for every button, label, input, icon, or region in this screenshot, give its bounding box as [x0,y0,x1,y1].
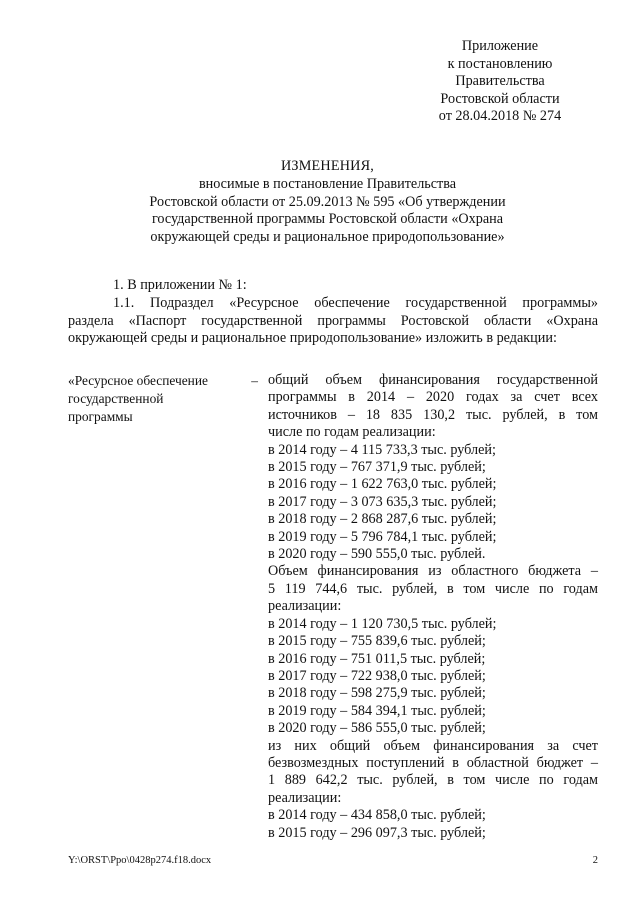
resource-value-line: в 2018 году – 598 275,9 тыс. рублей; [268,685,486,702]
appendix-line: Правительства [455,73,545,90]
appendix-line: к постановлению [447,55,553,72]
resource-value-line: в 2020 году – 586 555,0 тыс. рублей; [268,720,486,737]
resource-value-line: в 2015 году – 767 371,9 тыс. рублей; [268,459,486,476]
page-footer [68,855,598,866]
resource-value-line: в 2015 году – 755 839,6 тыс. рублей; [268,633,486,650]
resource-value-line: в 2014 году – 4 115 733,3 тыс. рублей; [268,441,496,458]
item-1-1-line: 1.1. Подраздел «Ресурсное обеспечение государственной программы» [113,294,598,311]
resource-label-line: программы [68,408,133,424]
appendix-line: Приложение [461,38,539,54]
appendix-line: Ростовской области [440,90,560,107]
appendix-block [395,38,605,126]
resource-value-line: общий объем финансирования государственной [268,372,598,388]
resource-value-line: в 2015 году – 296 097,3 тыс. рублей; [268,824,486,841]
resource-value-line: из них общий объем финансирования за счет [268,737,598,754]
item-1-1-line: окружающей среды и рациональное природопользование» изложить в редакции: [68,330,557,347]
title-line: вносимые в постановление Правительства [198,175,457,192]
resource-value-cell [268,372,598,842]
title-heading: ИЗМЕНЕНИЯ, [280,158,375,174]
resource-value-line: числе по годам реализации: [268,424,436,441]
label-dash: – [251,373,258,388]
document-title [60,158,595,247]
document-body [68,277,598,348]
resource-value-line: в 2017 году – 722 938,0 тыс. рублей; [268,667,486,684]
resource-label-line: «Ресурсное обеспечение [68,373,208,388]
file-path: Y:\ORST\Ppo\0428p274.f18.docx [68,855,212,866]
resource-value-line: программы в 2014 – 2020 годах за счет всех [268,389,598,406]
resource-value-line: в 2016 году – 751 011,5 тыс. рублей; [268,650,486,667]
resource-value-line: в 2018 году – 2 868 287,6 тыс. рублей; [268,511,497,528]
page-number: 2 [592,855,598,866]
title-line: государственной программы Ростовской области «Охрана [151,211,504,228]
resource-value-line: 5 119 744,6 тыс. рублей, в том числе по годам [268,580,598,597]
resource-value-line: в 2014 году – 1 120 730,5 тыс. рублей; [268,615,497,632]
resource-label-cell [68,372,258,425]
resource-value-line: реализации: [268,789,342,806]
resource-value-line: 1 889 642,2 тыс. рублей, в том числе по годам [268,772,598,789]
resource-value-line: в 2016 году – 1 622 763,0 тыс. рублей; [268,476,497,493]
item-1-1-line: раздела «Паспорт государственной программы Ростовской области «Охрана [68,312,598,329]
resource-value-line: в 2014 году – 434 858,0 тыс. рублей; [268,807,486,824]
resource-value-line: безвозмездных поступлений в областной бюджет – [268,754,598,771]
resource-value-line: реализации: [268,598,342,615]
resource-value-line: источников – 18 835 130,2 тыс. рублей, в том [268,406,598,423]
appendix-line: от 28.04.2018 № 274 [438,108,562,125]
title-line: Ростовской области от 25.09.2013 № 595 «Об утверждении [149,193,506,210]
resource-value-line: в 2017 году – 3 073 635,3 тыс. рублей; [268,493,497,510]
resource-value-line: в 2020 году – 590 555,0 тыс. рублей. [268,546,486,563]
resource-value-line: в 2019 году – 584 394,1 тыс. рублей; [268,702,486,719]
resource-value-line: Объем финансирования из областного бюджета – [268,563,598,580]
resource-label-line: государственной [68,390,164,406]
resource-value-line: в 2019 году – 5 796 784,1 тыс. рублей; [268,528,497,545]
title-line: окружающей среды и рациональное природопользование» [150,229,505,246]
item-1: 1. В приложении № 1: [113,277,247,293]
